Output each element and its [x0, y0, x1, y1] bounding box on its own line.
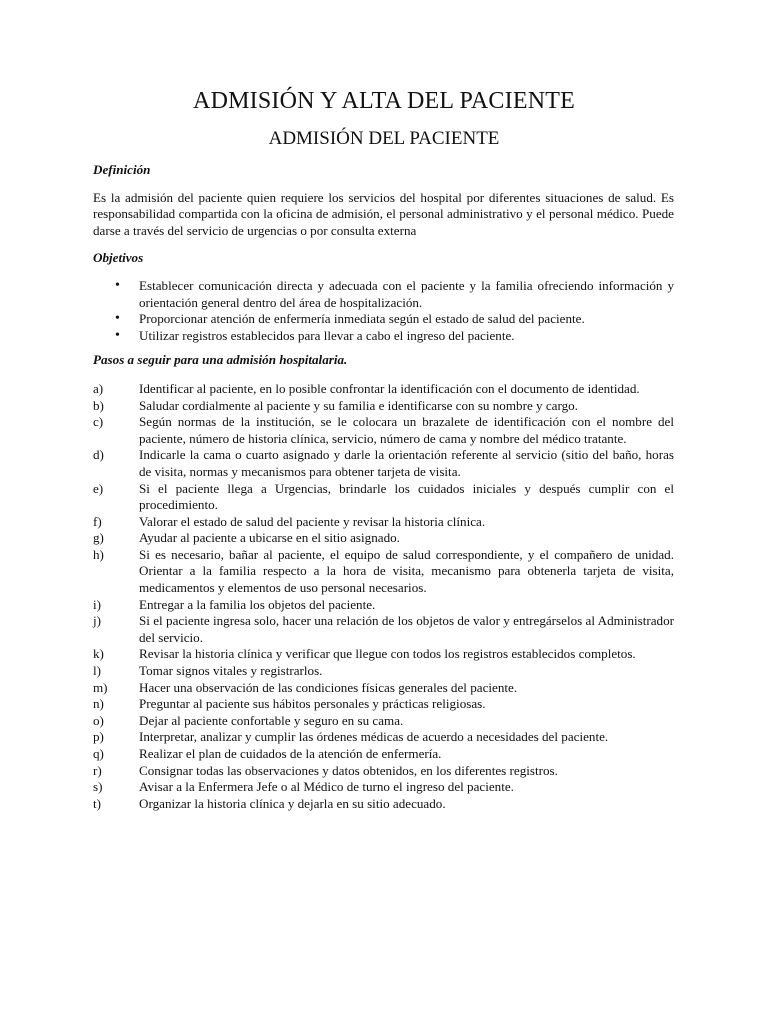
- pasos-heading: Pasos a seguir para una admisión hospitalaria.: [93, 352, 348, 368]
- paso-text: Interpretar, analizar y cumplir las órdenes médicas de acuerdo a necesidades del paciente.: [139, 729, 609, 745]
- paso-text: Si el paciente llega a Urgencias, brindarle los cuidados iniciales y después cumplir con el procedimiento.: [139, 480, 674, 513]
- paso-text: Saludar cordialmente al paciente y su familia e identificarse con su nombre y cargo.: [139, 397, 578, 413]
- paso-letter: m): [93, 679, 108, 695]
- paso-letter: j): [93, 613, 101, 629]
- paso-text: Realizar el plan de cuidados de la atención de enfermería.: [139, 746, 442, 761]
- objetivo-item: [93, 278, 674, 311]
- paso-item: [93, 613, 674, 646]
- paso-item: [93, 481, 674, 514]
- paso-letter: c): [93, 414, 104, 430]
- bullet-icon: •: [115, 277, 120, 293]
- paso-item: [93, 763, 674, 780]
- paso-text: Según normas de la institución, se le colocara un brazalete de identificación con el nombre del paciente, número de historia clínica, servicio, número de cama y nombre del médico tratante.: [139, 414, 674, 446]
- paso-letter: h): [93, 546, 104, 562]
- paso-text: Dejar al paciente confortable y seguro en su cama.: [139, 712, 404, 728]
- objetivo-item: [93, 328, 674, 345]
- objetivos-heading: Objetivos: [93, 250, 144, 266]
- paso-text: Preguntar al paciente sus hábitos personales y prácticas religiosas.: [139, 696, 486, 712]
- paso-text: Ayudar al paciente a ubicarse en el sitio asignado.: [139, 530, 400, 546]
- paso-letter: s): [93, 779, 103, 795]
- objetivo-item: [93, 311, 674, 328]
- paso-letter: a): [93, 380, 104, 396]
- objetivo-text: Proporcionar atención de enfermería inmediata según el estado de salud del paciente.: [139, 311, 585, 327]
- paso-text: Si el paciente ingresa solo, hacer una relación de los objetos de valor y entregárselos al Administrador del servicio.: [139, 613, 674, 645]
- paso-item: [93, 646, 674, 663]
- paso-letter: g): [93, 530, 104, 546]
- objetivo-text: Utilizar registros establecidos para llevar a cabo el ingreso del paciente.: [139, 327, 515, 343]
- paso-text: Organizar la historia clínica y dejarla en su sitio adecuado.: [139, 795, 446, 811]
- paso-text: Tomar signos vitales y registrarlos.: [139, 663, 323, 679]
- paso-item: [93, 597, 674, 614]
- paso-item: [93, 514, 674, 531]
- definicion-paragraph: Es la admisión del paciente quien requiere los servicios del hospital por diferentes situaciones de salud. Es responsabilidad compartida con la oficina de admisión, el personal administrativo y el personal médico. Puede darse a través del servicio de urgencias o por consulta externa: [93, 189, 674, 238]
- paso-item: [93, 530, 674, 547]
- paso-text: Entregar a la familia los objetos del paciente.: [139, 596, 376, 612]
- document-title: ADMISIÓN Y ALTA DEL PACIENTE: [193, 88, 575, 114]
- paso-item: [93, 398, 674, 415]
- paso-item: [93, 680, 674, 697]
- paso-letter: f): [93, 513, 102, 529]
- paso-letter: b): [93, 397, 104, 413]
- paso-letter: o): [93, 712, 104, 728]
- bullet-icon: •: [115, 327, 120, 343]
- paso-item: [93, 447, 674, 480]
- bullet-icon: •: [115, 311, 120, 327]
- paso-text: Consignar todas las observaciones y datos obtenidos, en los diferentes registros.: [139, 762, 558, 778]
- section-title: ADMISIÓN DEL PACIENTE: [268, 128, 500, 149]
- paso-item: [93, 381, 674, 398]
- paso-letter: e): [93, 480, 104, 496]
- objetivos-list: [93, 278, 674, 344]
- objetivo-text: Establecer comunicación directa y adecuada con el paciente y la familia ofreciendo información y orientación general dentro del área de hospitalización.: [139, 277, 674, 310]
- paso-item: [93, 696, 674, 713]
- paso-letter: p): [93, 729, 104, 745]
- paso-letter: l): [93, 663, 101, 679]
- paso-letter: d): [93, 447, 104, 463]
- paso-letter: q): [93, 746, 104, 761]
- paso-text: Valorar el estado de salud del paciente y revisar la historia clínica.: [139, 513, 486, 529]
- paso-item: [93, 746, 674, 763]
- paso-letter: r): [93, 762, 102, 778]
- paso-text: Avisar a la Enfermera Jefe o al Médico de turno el ingreso del paciente.: [139, 779, 514, 795]
- paso-item: [93, 729, 674, 746]
- paso-item: [93, 779, 674, 796]
- paso-item: [93, 713, 674, 730]
- paso-letter: k): [93, 646, 104, 662]
- definicion-heading: Definición: [93, 162, 151, 177]
- paso-text: Hacer una observación de las condiciones físicas generales del paciente.: [139, 679, 518, 695]
- paso-item: [93, 796, 674, 813]
- paso-text: Indicarle la cama o cuarto asignado y darle la orientación referente al servicio (sitio del baño, horas de visita, normas y mecanismos para obtener tarjeta de visita.: [139, 447, 674, 479]
- document-body: [93, 160, 674, 812]
- paso-letter: t): [93, 795, 101, 811]
- paso-item: [93, 663, 674, 680]
- paso-text: Revisar la historia clínica y verificar que llegue con todos los registros establecidos completos.: [139, 646, 636, 662]
- pasos-list: [93, 381, 674, 812]
- paso-text: Si es necesario, bañar al paciente, el equipo de salud correspondiente, y el compañero de unidad. Orientar a la familia respecto a la hora de visita, mecanismo para obtenerla tarjeta de visita, medicamentos y elementos de uso personal necesarios.: [139, 546, 674, 596]
- paso-letter: i): [93, 596, 101, 612]
- paso-item: [93, 414, 674, 447]
- paso-letter: n): [93, 696, 104, 712]
- paso-item: [93, 547, 674, 597]
- paso-text: Identificar al paciente, en lo posible confrontar la identificación con el documento de identidad.: [139, 380, 640, 396]
